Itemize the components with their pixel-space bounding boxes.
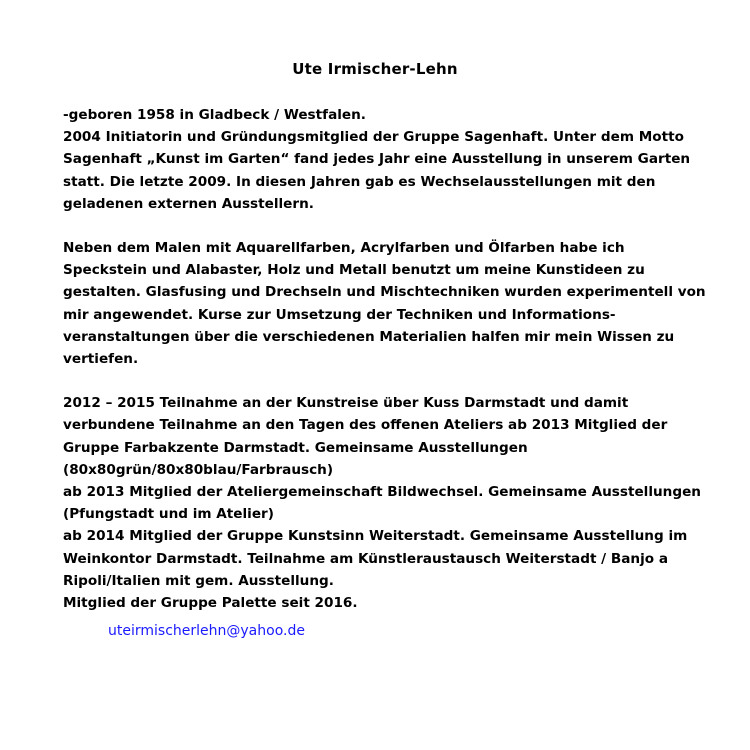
paragraph-techniques	[63, 237, 706, 370]
text-line: ab 2014 Mitglied der Gruppe Kunstsinn Weiterstadt. Gemeinsame Ausstellung im	[63, 528, 688, 545]
text-line: 2004 Initiatorin und Gründungsmitglied der Gruppe Sagenhaft. Unter dem Motto	[63, 129, 684, 146]
text-line: 2012 – 2015 Teilnahme an der Kunstreise über Kuss Darmstadt und damit	[63, 395, 629, 412]
text-line: -geboren 1958 in Gladbeck / Westfalen.	[63, 107, 366, 123]
text-line: Gruppe Farbakzente Darmstadt. Gemeinsame Ausstellungen	[63, 439, 528, 456]
text-line: (80x80grün/80x80blau/Farbrausch)	[63, 461, 334, 478]
page-title: Ute Irmischer-Lehn	[292, 60, 458, 78]
text-line: Speckstein und Alabaster, Holz und Metall benutzt um meine Kunstideen zu	[63, 262, 645, 279]
text-line: gestalten. Glasfusing und Drechseln und Mischtechniken wurden experimentell von	[63, 284, 706, 301]
text-line: ab 2013 Mitglied der Ateliergemeinschaft Bildwechsel. Gemeinsame Ausstellungen	[63, 484, 701, 501]
paragraph-memberships	[63, 392, 703, 614]
text-line: Mitglied der Gruppe Palette seit 2016.	[63, 595, 358, 612]
text-line: geladenen externen Ausstellern.	[63, 195, 314, 212]
text-line: Sagenhaft „Kunst im Garten“ fand jedes Jahr eine Ausstellung in unserem Garten	[63, 151, 691, 168]
text-line: Weinkontor Darmstadt. Teilnahme am Künstleraustausch Weiterstadt / Banjo a	[63, 550, 668, 567]
text-line: statt. Die letzte 2009. In diesen Jahren gab es Wechselausstellungen mit den	[63, 173, 656, 190]
email-link[interactable]: uteirmischerlehn@yahoo.de	[108, 623, 305, 639]
text-line: Ripoli/Italien mit gem. Ausstellung.	[63, 572, 334, 589]
text-line: verbundene Teilnahme an den Tagen des offenen Ateliers ab 2013 Mitglied der	[63, 417, 668, 434]
text-line: vertiefen.	[63, 351, 139, 368]
text-line: (Pfungstadt und im Atelier)	[63, 506, 274, 523]
text-line: veranstaltungen über die verschiedenen Materialien halfen mir mein Wissen zu	[63, 328, 675, 345]
biography-text	[63, 104, 706, 636]
paragraph-birth-and-group	[63, 104, 703, 215]
text-line: Neben dem Malen mit Aquarellfarben, Acrylfarben und Ölfarben habe ich	[63, 240, 625, 257]
text-line: mir angewendet. Kurse zur Umsetzung der Techniken und Informations-	[63, 306, 616, 323]
